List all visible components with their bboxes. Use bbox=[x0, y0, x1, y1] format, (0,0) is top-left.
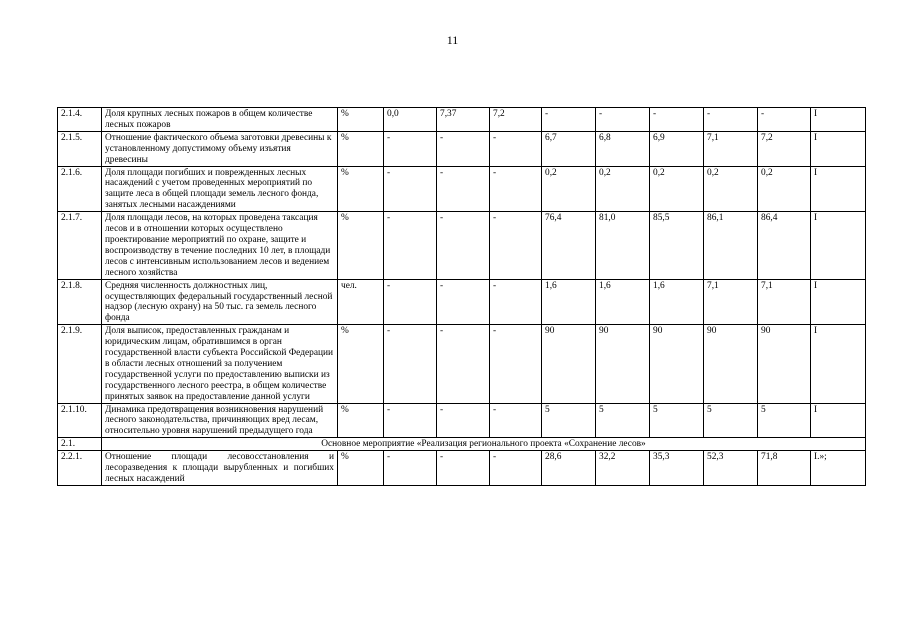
indicator-name: Средняя численность должностных лиц, осуществляющих федеральный государственный лесной надзор (лесную охрану) на 50 тыс. га земель лесного фонда bbox=[102, 279, 338, 325]
value-cell: 1,6 bbox=[650, 279, 704, 325]
value-cell: - bbox=[437, 212, 490, 279]
level-cell: I bbox=[811, 403, 866, 438]
value-cell: - bbox=[650, 108, 704, 132]
value-cell: 90 bbox=[596, 325, 650, 403]
value-cell: 86,1 bbox=[704, 212, 758, 279]
value-cell: 90 bbox=[542, 325, 596, 403]
indicator-number: 2.1.6. bbox=[58, 166, 102, 212]
value-cell: - bbox=[490, 325, 542, 403]
unit-cell: % bbox=[338, 451, 384, 486]
indicator-name: Отношение площади лесовосстановления и лесоразведения к площади вырубленных и погибших лесных насаждений bbox=[102, 451, 338, 486]
value-cell: 7,1 bbox=[704, 279, 758, 325]
value-cell: - bbox=[437, 325, 490, 403]
value-cell: 1,6 bbox=[542, 279, 596, 325]
indicator-number: 2.1.10. bbox=[58, 403, 102, 438]
value-cell: 86,4 bbox=[758, 212, 811, 279]
unit-cell: % bbox=[338, 325, 384, 403]
unit-cell: % bbox=[338, 403, 384, 438]
value-cell: 85,5 bbox=[650, 212, 704, 279]
table-row bbox=[58, 403, 866, 438]
value-cell: - bbox=[384, 166, 437, 212]
value-cell: - bbox=[384, 325, 437, 403]
value-cell: - bbox=[758, 108, 811, 132]
table-row bbox=[58, 279, 866, 325]
value-cell: 6,9 bbox=[650, 131, 704, 166]
value-cell: 32,2 bbox=[596, 451, 650, 486]
value-cell: 5 bbox=[704, 403, 758, 438]
value-cell: 1,6 bbox=[596, 279, 650, 325]
value-cell: 7,2 bbox=[490, 108, 542, 132]
section-row bbox=[58, 438, 866, 451]
value-cell: 7,2 bbox=[758, 131, 811, 166]
level-cell: I bbox=[811, 108, 866, 132]
value-cell: - bbox=[384, 451, 437, 486]
value-cell: - bbox=[384, 279, 437, 325]
value-cell: 0,2 bbox=[704, 166, 758, 212]
value-cell: - bbox=[384, 212, 437, 279]
section-title: Основное мероприятие «Реализация регионального проекта «Сохранение лесов» bbox=[102, 438, 866, 451]
value-cell: - bbox=[490, 451, 542, 486]
value-cell: 76,4 bbox=[542, 212, 596, 279]
value-cell: 52,3 bbox=[704, 451, 758, 486]
value-cell: 5 bbox=[650, 403, 704, 438]
value-cell: - bbox=[596, 108, 650, 132]
value-cell: - bbox=[437, 403, 490, 438]
value-cell: 6,8 bbox=[596, 131, 650, 166]
indicators-table bbox=[57, 107, 866, 486]
value-cell: 28,6 bbox=[542, 451, 596, 486]
table-body bbox=[58, 108, 866, 486]
value-cell: 81,0 bbox=[596, 212, 650, 279]
value-cell: - bbox=[437, 451, 490, 486]
value-cell: 5 bbox=[596, 403, 650, 438]
value-cell: - bbox=[437, 166, 490, 212]
value-cell: 6,7 bbox=[542, 131, 596, 166]
level-cell: I bbox=[811, 166, 866, 212]
indicator-name: Доля площади лесов, на которых проведена таксация лесов и в отношении которых осуществлено проектирование мероприятий по охране, защите и воспроизводству в течение последних 10 лет, в площади лесов с интенсивным использованием лесов и ведением лесного хозяйства bbox=[102, 212, 338, 279]
value-cell: 7,1 bbox=[704, 131, 758, 166]
value-cell: 0,2 bbox=[758, 166, 811, 212]
value-cell: - bbox=[490, 279, 542, 325]
value-cell: - bbox=[384, 131, 437, 166]
value-cell: - bbox=[437, 131, 490, 166]
indicator-name: Отношение фактического объема заготовки древесины к установленному допустимому объему изъятия древесины bbox=[102, 131, 338, 166]
unit-cell: % bbox=[338, 131, 384, 166]
value-cell: - bbox=[490, 166, 542, 212]
value-cell: - bbox=[490, 212, 542, 279]
unit-cell: чел. bbox=[338, 279, 384, 325]
value-cell: 5 bbox=[542, 403, 596, 438]
indicator-name: Доля площади погибших и поврежденных лесных насаждений с учетом проведенных мероприятий по защите леса в общей площади земель лесного фонда, занятых лесными насаждениями bbox=[102, 166, 338, 212]
indicator-number: 2.1.4. bbox=[58, 108, 102, 132]
indicator-number: 2.1.7. bbox=[58, 212, 102, 279]
indicator-number: 2.1.5. bbox=[58, 131, 102, 166]
value-cell: 0,0 bbox=[384, 108, 437, 132]
value-cell: - bbox=[490, 131, 542, 166]
table-row bbox=[58, 325, 866, 403]
value-cell: - bbox=[704, 108, 758, 132]
indicator-number: 2.1.9. bbox=[58, 325, 102, 403]
value-cell: 0,2 bbox=[596, 166, 650, 212]
table-row bbox=[58, 212, 866, 279]
level-cell: I.»; bbox=[811, 451, 866, 486]
value-cell: 0,2 bbox=[542, 166, 596, 212]
value-cell: - bbox=[490, 403, 542, 438]
value-cell: 90 bbox=[650, 325, 704, 403]
value-cell: 90 bbox=[704, 325, 758, 403]
indicator-number: 2.2.1. bbox=[58, 451, 102, 486]
unit-cell: % bbox=[338, 212, 384, 279]
table-row bbox=[58, 451, 866, 486]
value-cell: 5 bbox=[758, 403, 811, 438]
level-cell: I bbox=[811, 279, 866, 325]
indicator-name: Доля крупных лесных пожаров в общем количестве лесных пожаров bbox=[102, 108, 338, 132]
value-cell: 35,3 bbox=[650, 451, 704, 486]
value-cell: 71,8 bbox=[758, 451, 811, 486]
indicator-number: 2.1.8. bbox=[58, 279, 102, 325]
section-number: 2.1. bbox=[58, 438, 102, 451]
indicator-name: Динамика предотвращения возникновения нарушений лесного законодательства, причиняющих вред лесам, относительно уровня нарушений предыдущего года bbox=[102, 403, 338, 438]
table-row bbox=[58, 108, 866, 132]
value-cell: 7,37 bbox=[437, 108, 490, 132]
level-cell: I bbox=[811, 131, 866, 166]
level-cell: I bbox=[811, 325, 866, 403]
value-cell: - bbox=[542, 108, 596, 132]
indicator-name: Доля выписок, предоставленных гражданам и юридическим лицам, обратившимся в орган государственной власти субъекта Российской Федерации в области лесных отношений за получением государственной услуги по предоставлению выписки из государственного лесного реестра, в общем количестве принятых заявок на предоставление данной услуги bbox=[102, 325, 338, 403]
value-cell: - bbox=[437, 279, 490, 325]
table-row bbox=[58, 131, 866, 166]
unit-cell: % bbox=[338, 108, 384, 132]
table-row bbox=[58, 166, 866, 212]
value-cell: 7,1 bbox=[758, 279, 811, 325]
page-number: 11 bbox=[446, 33, 459, 47]
value-cell: - bbox=[384, 403, 437, 438]
value-cell: 0,2 bbox=[650, 166, 704, 212]
unit-cell: % bbox=[338, 166, 384, 212]
value-cell: 90 bbox=[758, 325, 811, 403]
level-cell: I bbox=[811, 212, 866, 279]
